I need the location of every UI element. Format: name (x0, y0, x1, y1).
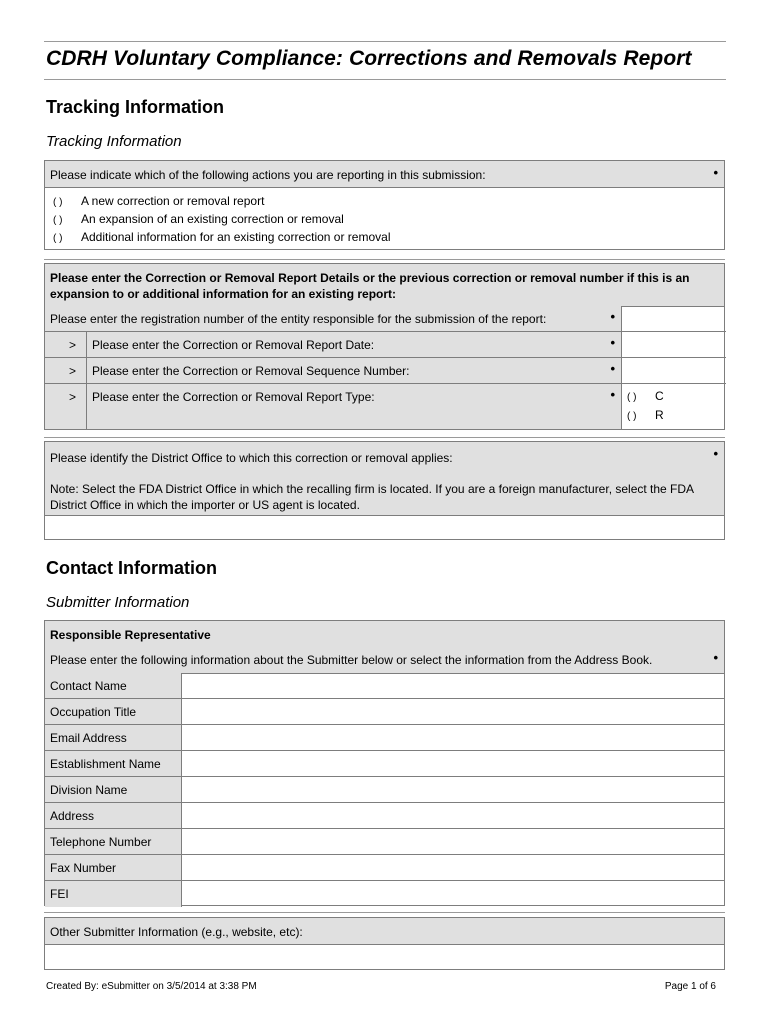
contact-field-row (45, 829, 724, 855)
contact-field-label: Division Name (50, 783, 128, 797)
contact-field-input[interactable] (182, 751, 724, 776)
footer-created-by: Created By: eSubmitter on 3/5/2014 at 3:38 PM (46, 981, 257, 992)
required-marker: • (610, 335, 615, 350)
contact-instruction-row (45, 647, 724, 674)
contact-field-label-cell (45, 881, 182, 907)
registration-number-input[interactable] (622, 306, 724, 331)
contact-field-row (45, 881, 724, 907)
district-note: Note: Select the FDA District Office in which the recalling firm is located. If you are a foreign manufacturer, select the FDA District Office in which the importer or US agent is located. (50, 482, 694, 512)
contact-field-row (45, 803, 724, 829)
required-marker: • (713, 446, 718, 461)
action-option-new[interactable] (53, 194, 264, 208)
other-info-rule (44, 912, 725, 913)
report-type-option-c[interactable] (627, 389, 664, 403)
radio-label: C (655, 389, 664, 403)
contact-field-row (45, 725, 724, 751)
contact-field-label: FEI (50, 887, 69, 901)
report-type-row (45, 384, 724, 429)
details-header: Please enter the Correction or Removal Report Details or the previous correction or removal number if this is an expansion to or additional information for an existing report: (50, 271, 690, 301)
contact-field-input[interactable] (182, 855, 724, 880)
contact-field-label-cell (45, 777, 182, 802)
radio-label: An expansion of an existing correction or removal (81, 212, 344, 226)
other-info-label-row (45, 918, 724, 945)
contact-field-input[interactable] (182, 699, 724, 724)
report-date-question: Please enter the Correction or Removal Report Date: (92, 338, 375, 352)
sub-item-marker: > (69, 390, 77, 404)
contact-field-input[interactable] (182, 829, 724, 854)
contact-field-label-cell (45, 829, 182, 854)
contact-field-row (45, 699, 724, 725)
responsible-representative-group (44, 620, 725, 906)
registration-row (45, 306, 726, 332)
responsible-header-row (45, 621, 724, 648)
contact-field-label: Occupation Title (50, 705, 137, 719)
contact-field-label: Email Address (50, 731, 127, 745)
actions-group (44, 160, 725, 250)
district-office-select[interactable] (45, 515, 724, 539)
radio-label: Additional information for an existing correction or removal (81, 230, 391, 244)
details-rule (44, 259, 725, 260)
sequence-number-input[interactable] (622, 358, 724, 383)
district-group (44, 441, 725, 540)
document-title: CDRH Voluntary Compliance: Corrections and Removals Report (46, 47, 692, 70)
contact-field-label-cell (45, 803, 182, 828)
other-info-label: Other Submitter Information (e.g., website, etc): (50, 925, 303, 939)
sub-marker-cell (45, 384, 87, 429)
sequence-row (45, 358, 726, 384)
other-submitter-group (44, 917, 725, 970)
radio-button[interactable]: ( ) (627, 411, 637, 422)
contact-instruction: Please enter the following information about the Submitter below or select the information from the Address Book. (50, 653, 653, 667)
contact-section-title: Contact Information (46, 558, 217, 578)
district-rule (44, 437, 725, 438)
required-marker: • (713, 650, 718, 665)
radio-button[interactable]: ( ) (53, 233, 63, 244)
contact-field-row (45, 751, 724, 777)
contact-field-input[interactable] (182, 777, 724, 802)
required-marker: • (610, 361, 615, 376)
radio-button[interactable]: ( ) (53, 215, 63, 226)
sequence-label-cell (87, 358, 622, 383)
details-header-row (45, 264, 724, 307)
contact-field-input[interactable] (182, 673, 724, 698)
sub-item-marker: > (69, 338, 77, 352)
sub-marker-cell (45, 332, 87, 357)
contact-field-label-cell (45, 725, 182, 750)
contact-field-label: Establishment Name (50, 757, 161, 771)
sequence-question: Please enter the Correction or Removal Sequence Number: (92, 364, 410, 378)
report-date-label-cell (87, 332, 622, 357)
contact-field-label: Address (50, 809, 95, 823)
contact-field-row (45, 777, 724, 803)
district-question: Please identify the District Office to which this correction or removal applies: (50, 451, 453, 465)
contact-field-label-cell (45, 751, 182, 776)
contact-field-label-cell (45, 673, 182, 698)
contact-field-label: Contact Name (50, 679, 127, 693)
contact-field-input[interactable] (182, 803, 724, 828)
registration-question: Please enter the registration number of the entity responsible for the submission of the report: (50, 312, 547, 326)
submitter-subsection-title: Submitter Information (46, 594, 190, 611)
other-info-input[interactable] (45, 944, 724, 969)
actions-question-row (45, 161, 724, 188)
radio-label: A new correction or removal report (81, 194, 265, 208)
actions-question: Please indicate which of the following actions you are reporting in this submission: (50, 168, 486, 182)
details-group (44, 263, 725, 430)
tracking-section-title: Tracking Information (46, 97, 225, 117)
report-type-question: Please enter the Correction or Removal Report Type: (92, 390, 375, 404)
contact-field-input[interactable] (182, 725, 724, 750)
sub-item-marker: > (69, 364, 77, 378)
required-marker: • (713, 165, 718, 180)
tracking-subsection-title: Tracking Information (46, 133, 182, 150)
footer-page-number: Page 1 of 6 (664, 981, 716, 992)
required-marker: • (610, 309, 615, 324)
report-date-input[interactable] (622, 332, 724, 357)
contact-field-row (45, 855, 724, 881)
contact-field-row (45, 673, 724, 699)
required-marker: • (610, 387, 615, 402)
action-option-additional[interactable] (53, 230, 390, 244)
responsible-header: Responsible Representative (50, 628, 211, 642)
sub-marker-cell (45, 358, 87, 383)
radio-label: R (655, 408, 664, 422)
contact-field-label: Fax Number (50, 861, 117, 875)
contact-field-label-cell (45, 699, 182, 724)
contact-field-label: Telephone Number (50, 835, 152, 849)
contact-field-input[interactable] (182, 881, 724, 906)
district-question-row (45, 442, 724, 516)
contact-field-label-cell (45, 855, 182, 880)
radio-button[interactable]: ( ) (53, 197, 63, 208)
registration-label-cell (45, 306, 622, 331)
title-rule-top (44, 41, 726, 42)
report-type-option-r[interactable] (627, 408, 664, 422)
radio-button[interactable]: ( ) (627, 392, 637, 403)
report-date-row (45, 332, 726, 358)
report-type-label-cell (87, 384, 622, 429)
action-option-expansion[interactable] (53, 212, 344, 226)
title-rule-bottom (44, 79, 726, 80)
